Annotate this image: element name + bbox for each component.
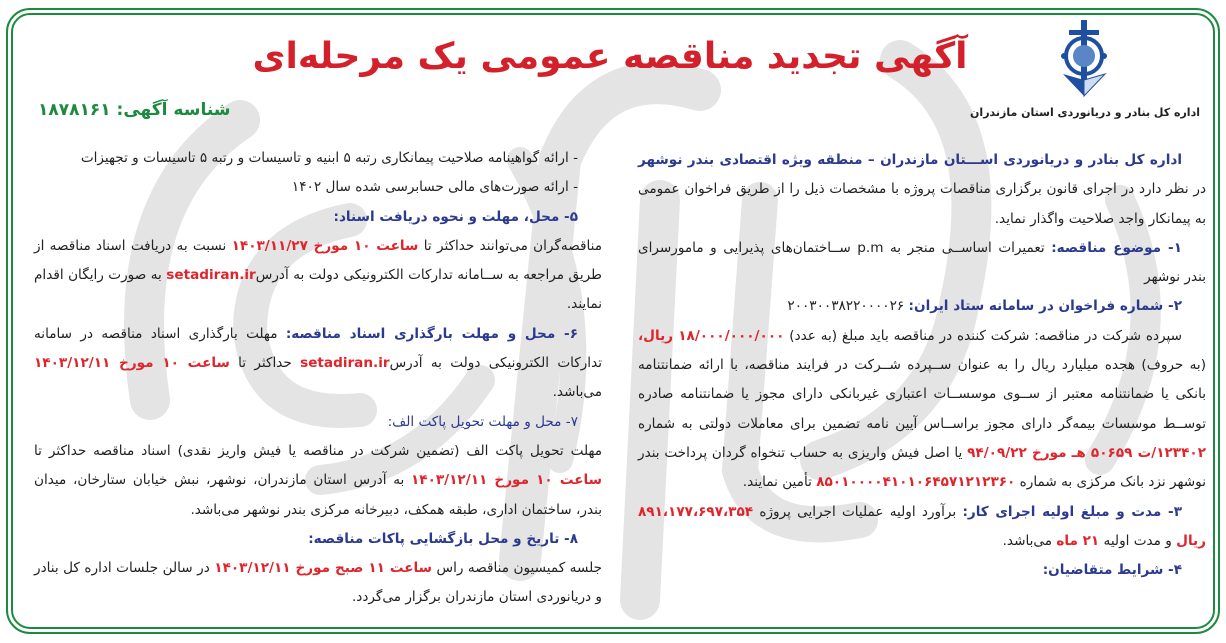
paragraph [638, 556, 1206, 585]
highlight-text: setadiran.ir [300, 355, 390, 372]
section-heading: ۳- مدت و مبلغ اولیه اجرای کار: [962, 503, 1182, 520]
body-text: در سالن جلسات اداره کل بنادر و دریانوردی استان مازندران برگزار می‌گردد. [34, 560, 602, 606]
body-text: مهلت بارگذاری اسناد مناقصه در سامانه تدارکات الکترونیکی دولت به آدرس [34, 325, 602, 372]
highlight-text: ۸۵۰۱۰۰۰۰۴۱۰۱۰۶۴۵۷۱۲۱۲۳۶۰ [816, 474, 1016, 491]
section-heading: ۵- محل، مهلت و نحوه دریافت اسناد: [333, 208, 578, 225]
paragraph [34, 203, 602, 232]
paragraph [34, 408, 602, 437]
paragraph [638, 234, 1206, 293]
body-text: تأمین نمایند. [742, 474, 817, 491]
body-text: جلسه کمیسیون مناقصه راس [432, 560, 602, 577]
body-text: تعمیرات اساســی منجر به p.m ســاختمان‌های پذیرایی و مامورسرای بندر نوشهر [638, 239, 1206, 286]
body-text: به صورت رایگان اقدام نمایند. [34, 267, 602, 313]
highlight-text: ۱۸/۰۰۰/۰۰۰/۰۰۰ ریال، [638, 327, 785, 344]
ad-id: شناسه آگهی: ۱۸۷۸۱۶۱ [38, 100, 231, 120]
paragraph [638, 498, 1206, 557]
body-text: در نظر دارد در اجرای قانون برگزاری مناقصات پروژه با مشخصات ذیل را از طریق فراخوان عمومی به پیمانکار واجد صلاحیت واگذار نماید. [638, 181, 1206, 227]
highlight-text: ۸۹۱،۱۷۷،۶۹۷،۳۵۴ ریال [638, 503, 1206, 549]
paragraph [34, 232, 602, 320]
body-text: مناقصه‌گران می‌توانند حداکثر تا [418, 237, 603, 254]
highlight-text: setadiran.ir [166, 267, 256, 284]
paragraph [34, 320, 602, 408]
highlight-text: ساعت ۱۰ مورخ ۱۴۰۳/۱۲/۱۱ [410, 472, 602, 489]
body-text: - ارائه گواهینامه صلاحیت پیمانکاری رتبه ۵ ابنیه و تاسیسات و رتبه ۵ تاسیسات و تجهیزات [80, 150, 578, 166]
section-heading: اداره کل بنادر و دریانوردی اســـتان مازندران – منطقه ویژه اقتصادی بندر نوشهر [638, 152, 1182, 168]
section-heading: ۷- محل و مهلت تحویل پاکت الف: [387, 413, 578, 430]
body-text: به آدرس استان مازندران، نوشهر، نبش خیابان ستارخان، میدان بندر، ساختمان اداری، طبقه همکف، دبیرخانه مرکزی بندر نوشهر می‌باشد. [34, 472, 602, 518]
paragraph [34, 525, 602, 554]
body-text: - ارائه صورت‌های مالی حسابرسی شده سال ۱۴۰۲ [291, 179, 578, 196]
body-text: و مدت اولیه [1099, 532, 1177, 549]
body-text: نسبت به دریافت اسناد مناقصه از طریق مراجعه به ســامانه تدارکات الکترونیکی دولت به آدرس [34, 237, 602, 284]
highlight-text: ساعت ۱۱ صبح مورخ ۱۴۰۳/۱۲/۱۱ [214, 560, 433, 577]
body-text: (به حروف) هجده میلیارد ریال را به عنوان ســپرده شــرکت در فرایند مناقصه، با ارائه ضمانتنامه بانکی یا ضمانتنامه معتبر از ســوی موسســات اعتباری غیربانکی دارای مجوز یا ضمانتنامه صادره توســط موسسات بیمه‌گر دارای مجوز براســاس آیین نامه تضمین برای معاملات دولتی به شماره [638, 357, 1206, 432]
body-text: سپرده شرکت در مناقصه: شرکت کننده در مناقصه باید مبلغ (به عدد) [784, 327, 1182, 344]
organization-caption: اداره کل بنادر و دریانوردی استان مازندران [970, 106, 1200, 119]
section-heading: ۶- محل و مهلت بارگذاری اسناد مناقصه: [285, 325, 578, 342]
paragraph [638, 322, 1206, 498]
highlight-text: ۲۱ ماه [1056, 532, 1100, 549]
section-heading: ۸- تاریخ و محل بازگشایی پاکات مناقصه: [308, 530, 578, 547]
body-text: می‌باشد. [552, 384, 602, 401]
body-text: یا اصل فیش واریزی به حساب تنخواه گردان پرداخت بندر نوشهر نزد بانک مرکزی به شماره [638, 444, 1206, 491]
body-text: مهلت تحویل پاکت الف (تضمین شرکت در مناقصه یا فیش واریز نقدی) اسناد مناقصه حداکثر تا [34, 442, 602, 459]
highlight-text: ساعت ۱۰ مورخ ۱۴۰۳/۱۲/۱۱ [34, 355, 230, 372]
section-heading: ۲- شماره فراخوان در سامانه ستاد ایران: [908, 298, 1182, 315]
highlight-text: ساعت ۱۰ مورخ ۱۴۰۳/۱۱/۲۷ [231, 237, 419, 254]
highlight-text: ۱۲۳۴۰۲/ت ۵۰۶۵۹ هـ مورخ ۹۴/۰۹/۲۲ [967, 444, 1206, 461]
body-text: ۲۰۰۳۰۰۳۸۲۲۰۰۰۰۲۶ [787, 298, 909, 315]
paragraph [34, 554, 602, 613]
paragraph [34, 173, 602, 202]
paragraph [638, 292, 1206, 321]
body-text: حداکثر تا [229, 355, 301, 372]
ad-title: آگهی تجدید مناقصه عمومی یک مرحله‌ای [252, 36, 968, 77]
body-text: برآورد اولیه عملیات اجرایی پروژه [753, 503, 963, 520]
body-text: می‌باشد. [1002, 532, 1057, 549]
section-heading: ۱- موضوع مناقصه: [1051, 239, 1182, 256]
anchor-emblem-icon [1055, 18, 1113, 98]
section-heading: ۴- شرایط متقاضیان: [1042, 562, 1182, 579]
paragraph [34, 437, 602, 525]
right-column [638, 146, 1206, 585]
paragraph [638, 146, 1206, 234]
paragraph [34, 144, 602, 173]
left-column [34, 144, 602, 613]
